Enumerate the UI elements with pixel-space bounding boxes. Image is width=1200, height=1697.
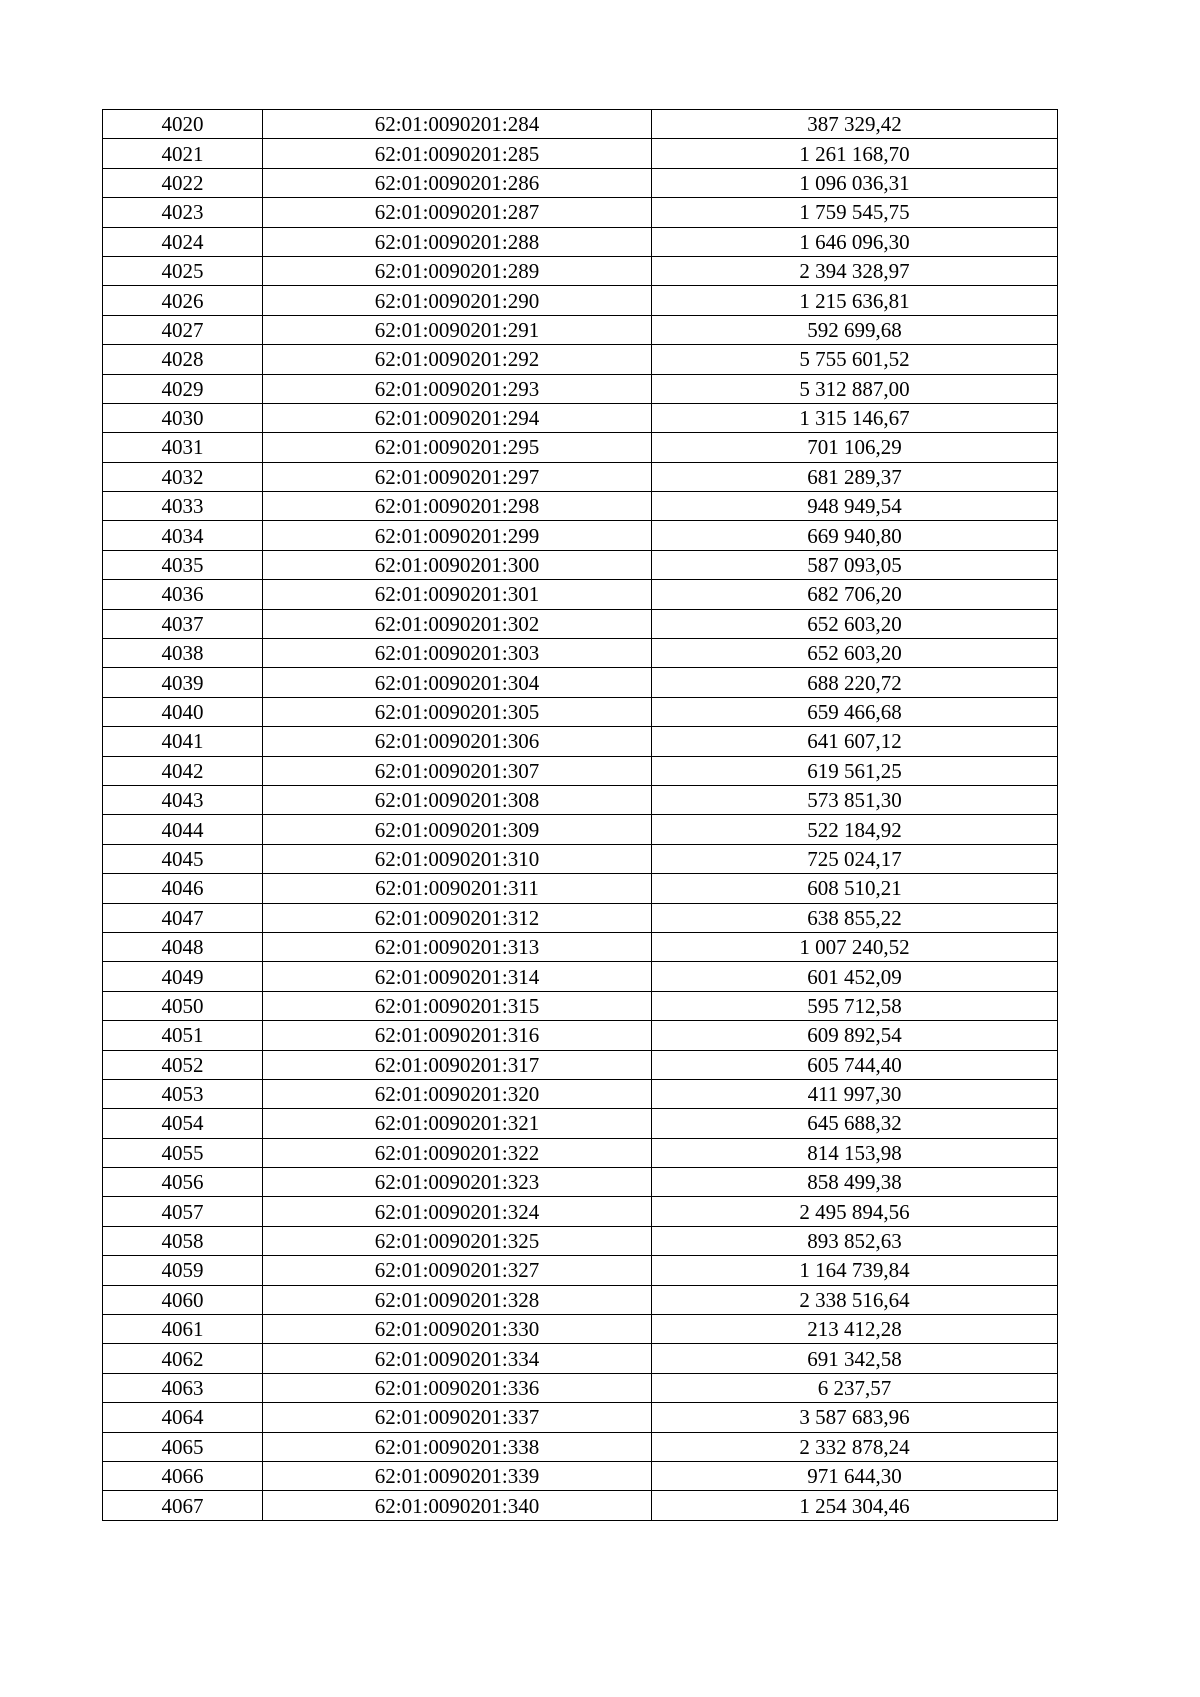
- cadastral-number-cell: 62:01:0090201:292: [263, 345, 652, 374]
- table-row: [103, 1226, 1058, 1255]
- row-number-cell: 4063: [103, 1373, 263, 1402]
- cadastral-number-cell: 62:01:0090201:293: [263, 374, 652, 403]
- table-row: [103, 668, 1058, 697]
- row-number-cell: 4051: [103, 1021, 263, 1050]
- cadastral-value-cell: 1 254 304,46: [652, 1491, 1058, 1520]
- row-number-cell: 4045: [103, 844, 263, 873]
- row-number-cell: 4038: [103, 639, 263, 668]
- row-number-cell: 4062: [103, 1344, 263, 1373]
- cadastral-number-cell: 62:01:0090201:295: [263, 433, 652, 462]
- row-number-cell: 4021: [103, 139, 263, 168]
- cadastral-value-cell: 691 342,58: [652, 1344, 1058, 1373]
- cadastral-number-cell: 62:01:0090201:287: [263, 198, 652, 227]
- table-row: [103, 1079, 1058, 1108]
- cadastral-value-cell: 725 024,17: [652, 844, 1058, 873]
- row-number-cell: 4066: [103, 1461, 263, 1490]
- row-number-cell: 4024: [103, 227, 263, 256]
- table-row: [103, 168, 1058, 197]
- cadastral-value-cell: 645 688,32: [652, 1109, 1058, 1138]
- table-row: [103, 550, 1058, 579]
- cadastral-number-cell: 62:01:0090201:311: [263, 874, 652, 903]
- table-row: [103, 580, 1058, 609]
- table-row: [103, 932, 1058, 961]
- row-number-cell: 4037: [103, 609, 263, 638]
- cadastral-value-cell: 592 699,68: [652, 315, 1058, 344]
- cadastral-value-cell: 814 153,98: [652, 1138, 1058, 1167]
- cadastral-number-cell: 62:01:0090201:330: [263, 1315, 652, 1344]
- cadastral-number-cell: 62:01:0090201:339: [263, 1461, 652, 1490]
- cadastral-value-cell: 652 603,20: [652, 609, 1058, 638]
- row-number-cell: 4033: [103, 492, 263, 521]
- row-number-cell: 4029: [103, 374, 263, 403]
- cadastral-value-cell: 1 164 739,84: [652, 1256, 1058, 1285]
- table-row: [103, 110, 1058, 139]
- cadastral-value-cell: 2 394 328,97: [652, 256, 1058, 285]
- row-number-cell: 4034: [103, 521, 263, 550]
- cadastral-value-cell: 1 007 240,52: [652, 932, 1058, 961]
- table-row: [103, 609, 1058, 638]
- row-number-cell: 4060: [103, 1285, 263, 1314]
- table-row: [103, 462, 1058, 491]
- cadastral-number-cell: 62:01:0090201:334: [263, 1344, 652, 1373]
- cadastral-value-cell: 701 106,29: [652, 433, 1058, 462]
- table-row: [103, 1432, 1058, 1461]
- cadastral-number-cell: 62:01:0090201:302: [263, 609, 652, 638]
- cadastral-number-cell: 62:01:0090201:336: [263, 1373, 652, 1402]
- row-number-cell: 4053: [103, 1079, 263, 1108]
- table-row: [103, 492, 1058, 521]
- row-number-cell: 4043: [103, 785, 263, 814]
- cadastral-value-cell: 641 607,12: [652, 727, 1058, 756]
- cadastral-number-cell: 62:01:0090201:338: [263, 1432, 652, 1461]
- table-row: [103, 315, 1058, 344]
- table-row: [103, 1168, 1058, 1197]
- cadastral-value-cell: 2 338 516,64: [652, 1285, 1058, 1314]
- table-row: [103, 433, 1058, 462]
- row-number-cell: 4067: [103, 1491, 263, 1520]
- cadastral-value-cell: 619 561,25: [652, 756, 1058, 785]
- cadastral-number-cell: 62:01:0090201:306: [263, 727, 652, 756]
- table-row: [103, 1491, 1058, 1520]
- cadastral-number-cell: 62:01:0090201:309: [263, 815, 652, 844]
- table-row: [103, 815, 1058, 844]
- cadastral-number-cell: 62:01:0090201:294: [263, 403, 652, 432]
- table-row: [103, 639, 1058, 668]
- table-row: [103, 198, 1058, 227]
- row-number-cell: 4044: [103, 815, 263, 844]
- cadastral-number-cell: 62:01:0090201:304: [263, 668, 652, 697]
- cadastral-number-cell: 62:01:0090201:327: [263, 1256, 652, 1285]
- cadastral-number-cell: 62:01:0090201:290: [263, 286, 652, 315]
- cadastral-value-cell: 573 851,30: [652, 785, 1058, 814]
- cadastral-value-cell: 893 852,63: [652, 1226, 1058, 1255]
- row-number-cell: 4055: [103, 1138, 263, 1167]
- cadastral-number-cell: 62:01:0090201:323: [263, 1168, 652, 1197]
- table-row: [103, 844, 1058, 873]
- cadastral-number-cell: 62:01:0090201:321: [263, 1109, 652, 1138]
- row-number-cell: 4061: [103, 1315, 263, 1344]
- cadastral-value-cell: 1 646 096,30: [652, 227, 1058, 256]
- table-row: [103, 991, 1058, 1020]
- cadastral-value-cell: 522 184,92: [652, 815, 1058, 844]
- table-row: [103, 139, 1058, 168]
- cadastral-value-cell: 971 644,30: [652, 1461, 1058, 1490]
- cadastral-value-cell: 659 466,68: [652, 697, 1058, 726]
- cadastral-number-cell: 62:01:0090201:340: [263, 1491, 652, 1520]
- cadastral-number-cell: 62:01:0090201:320: [263, 1079, 652, 1108]
- cadastral-value-cell: 3 587 683,96: [652, 1403, 1058, 1432]
- cadastral-number-cell: 62:01:0090201:289: [263, 256, 652, 285]
- row-number-cell: 4022: [103, 168, 263, 197]
- table-row: [103, 1256, 1058, 1285]
- cadastral-number-cell: 62:01:0090201:299: [263, 521, 652, 550]
- cadastral-number-cell: 62:01:0090201:312: [263, 903, 652, 932]
- row-number-cell: 4056: [103, 1168, 263, 1197]
- table-row: [103, 286, 1058, 315]
- cadastral-value-cell: 5 755 601,52: [652, 345, 1058, 374]
- cadastral-value-cell: 1 261 168,70: [652, 139, 1058, 168]
- row-number-cell: 4023: [103, 198, 263, 227]
- row-number-cell: 4050: [103, 991, 263, 1020]
- row-number-cell: 4025: [103, 256, 263, 285]
- row-number-cell: 4052: [103, 1050, 263, 1079]
- cadastral-value-cell: 595 712,58: [652, 991, 1058, 1020]
- cadastral-number-cell: 62:01:0090201:315: [263, 991, 652, 1020]
- row-number-cell: 4030: [103, 403, 263, 432]
- row-number-cell: 4035: [103, 550, 263, 579]
- cadastral-value-cell: 948 949,54: [652, 492, 1058, 521]
- table-row: [103, 1050, 1058, 1079]
- cadastral-number-cell: 62:01:0090201:307: [263, 756, 652, 785]
- table-row: [103, 1109, 1058, 1138]
- cadastral-value-cell: 1 215 636,81: [652, 286, 1058, 315]
- row-number-cell: 4041: [103, 727, 263, 756]
- cadastral-value-cell: 1 096 036,31: [652, 168, 1058, 197]
- cadastral-value-cell: 652 603,20: [652, 639, 1058, 668]
- table-row: [103, 227, 1058, 256]
- row-number-cell: 4047: [103, 903, 263, 932]
- cadastral-value-cell: 411 997,30: [652, 1079, 1058, 1108]
- cadastral-number-cell: 62:01:0090201:322: [263, 1138, 652, 1167]
- table-row: [103, 345, 1058, 374]
- row-number-cell: 4059: [103, 1256, 263, 1285]
- row-number-cell: 4042: [103, 756, 263, 785]
- table-row: [103, 256, 1058, 285]
- table-body: [103, 110, 1058, 1521]
- cadastral-number-cell: 62:01:0090201:301: [263, 580, 652, 609]
- cadastral-value-cell: 2 495 894,56: [652, 1197, 1058, 1226]
- cadastral-value-cell: 6 237,57: [652, 1373, 1058, 1402]
- cadastral-number-cell: 62:01:0090201:288: [263, 227, 652, 256]
- table-row: [103, 962, 1058, 991]
- cadastral-number-cell: 62:01:0090201:325: [263, 1226, 652, 1255]
- cadastral-number-cell: 62:01:0090201:317: [263, 1050, 652, 1079]
- cadastral-value-cell: 2 332 878,24: [652, 1432, 1058, 1461]
- cadastral-number-cell: 62:01:0090201:297: [263, 462, 652, 491]
- row-number-cell: 4057: [103, 1197, 263, 1226]
- row-number-cell: 4065: [103, 1432, 263, 1461]
- row-number-cell: 4026: [103, 286, 263, 315]
- table-row: [103, 785, 1058, 814]
- cadastral-number-cell: 62:01:0090201:314: [263, 962, 652, 991]
- cadastral-value-cell: 605 744,40: [652, 1050, 1058, 1079]
- cadastral-number-cell: 62:01:0090201:285: [263, 139, 652, 168]
- cadastral-number-cell: 62:01:0090201:328: [263, 1285, 652, 1314]
- cadastre-value-table: [102, 109, 1058, 1521]
- cadastral-value-cell: 1 759 545,75: [652, 198, 1058, 227]
- cadastral-value-cell: 387 329,42: [652, 110, 1058, 139]
- cadastral-number-cell: 62:01:0090201:324: [263, 1197, 652, 1226]
- cadastral-number-cell: 62:01:0090201:298: [263, 492, 652, 521]
- cadastral-number-cell: 62:01:0090201:300: [263, 550, 652, 579]
- table-row: [103, 1344, 1058, 1373]
- table-row: [103, 1403, 1058, 1432]
- cadastral-value-cell: 682 706,20: [652, 580, 1058, 609]
- cadastral-value-cell: 638 855,22: [652, 903, 1058, 932]
- table-row: [103, 374, 1058, 403]
- cadastral-number-cell: 62:01:0090201:310: [263, 844, 652, 873]
- cadastral-value-cell: 587 093,05: [652, 550, 1058, 579]
- cadastral-value-cell: 609 892,54: [652, 1021, 1058, 1050]
- table-row: [103, 1138, 1058, 1167]
- row-number-cell: 4046: [103, 874, 263, 903]
- cadastral-value-cell: 5 312 887,00: [652, 374, 1058, 403]
- row-number-cell: 4020: [103, 110, 263, 139]
- cadastral-number-cell: 62:01:0090201:291: [263, 315, 652, 344]
- cadastral-number-cell: 62:01:0090201:303: [263, 639, 652, 668]
- row-number-cell: 4058: [103, 1226, 263, 1255]
- cadastral-number-cell: 62:01:0090201:286: [263, 168, 652, 197]
- row-number-cell: 4028: [103, 345, 263, 374]
- cadastral-value-cell: 1 315 146,67: [652, 403, 1058, 432]
- row-number-cell: 4064: [103, 1403, 263, 1432]
- cadastral-value-cell: 688 220,72: [652, 668, 1058, 697]
- table-row: [103, 1373, 1058, 1402]
- row-number-cell: 4040: [103, 697, 263, 726]
- table-row: [103, 1197, 1058, 1226]
- cadastral-number-cell: 62:01:0090201:284: [263, 110, 652, 139]
- row-number-cell: 4054: [103, 1109, 263, 1138]
- cadastral-number-cell: 62:01:0090201:337: [263, 1403, 652, 1432]
- row-number-cell: 4048: [103, 932, 263, 961]
- row-number-cell: 4031: [103, 433, 263, 462]
- cadastral-value-cell: 669 940,80: [652, 521, 1058, 550]
- cadastral-number-cell: 62:01:0090201:308: [263, 785, 652, 814]
- table-row: [103, 756, 1058, 785]
- table-row: [103, 1285, 1058, 1314]
- table-row: [103, 403, 1058, 432]
- table-row: [103, 697, 1058, 726]
- row-number-cell: 4032: [103, 462, 263, 491]
- row-number-cell: 4049: [103, 962, 263, 991]
- cadastral-number-cell: 62:01:0090201:316: [263, 1021, 652, 1050]
- cadastral-number-cell: 62:01:0090201:313: [263, 932, 652, 961]
- cadastral-number-cell: 62:01:0090201:305: [263, 697, 652, 726]
- table-row: [103, 727, 1058, 756]
- cadastral-value-cell: 858 499,38: [652, 1168, 1058, 1197]
- cadastral-value-cell: 601 452,09: [652, 962, 1058, 991]
- cadastral-value-cell: 681 289,37: [652, 462, 1058, 491]
- cadastral-value-cell: 213 412,28: [652, 1315, 1058, 1344]
- table-row: [103, 903, 1058, 932]
- row-number-cell: 4027: [103, 315, 263, 344]
- cadastral-value-cell: 608 510,21: [652, 874, 1058, 903]
- table-row: [103, 1461, 1058, 1490]
- table-row: [103, 521, 1058, 550]
- row-number-cell: 4036: [103, 580, 263, 609]
- table-row: [103, 874, 1058, 903]
- table-row: [103, 1021, 1058, 1050]
- table-row: [103, 1315, 1058, 1344]
- row-number-cell: 4039: [103, 668, 263, 697]
